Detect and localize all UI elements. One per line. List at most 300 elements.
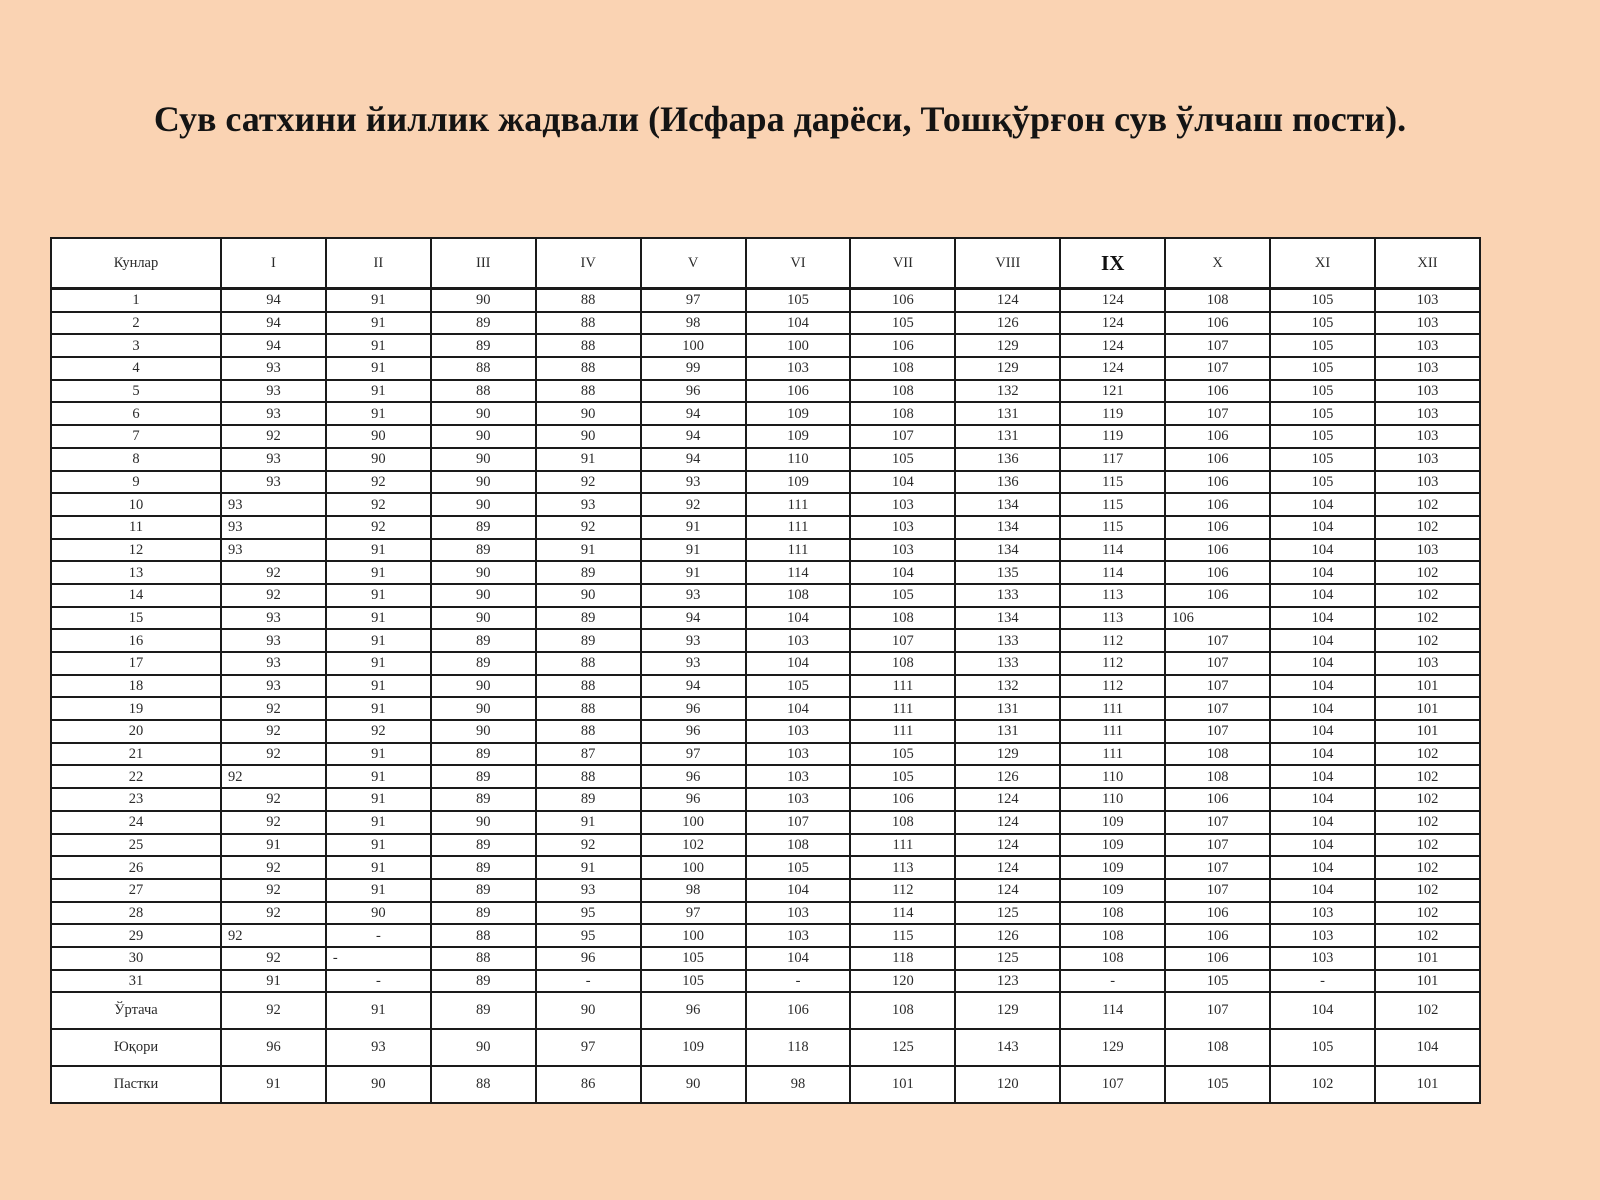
value-cell-apr: 93	[536, 879, 641, 902]
header-row	[51, 238, 1480, 289]
value-cell-nov: 105	[1270, 289, 1375, 312]
value-cell-may: 93	[641, 652, 746, 675]
value-cell-aug: 124	[955, 289, 1060, 312]
day-cell: 30	[51, 947, 221, 970]
value-cell-aug: 133	[955, 652, 1060, 675]
value-cell-nov: 104	[1270, 788, 1375, 811]
value-cell-apr: 91	[536, 539, 641, 562]
value-cell-nov: 104	[1270, 743, 1375, 766]
value-cell-sep: 115	[1060, 471, 1165, 494]
value-cell-jun: 103	[746, 720, 851, 743]
value-cell-may: 100	[641, 924, 746, 947]
summary-value-jan: 96	[221, 1029, 326, 1066]
summary-value-dec: 101	[1375, 1066, 1480, 1103]
value-cell-jan: 92	[221, 924, 326, 947]
value-cell-apr: 93	[536, 493, 641, 516]
value-cell-may: 100	[641, 856, 746, 879]
value-cell-mar: 89	[431, 970, 536, 993]
value-cell-oct: 107	[1165, 720, 1270, 743]
value-cell-may: 94	[641, 448, 746, 471]
value-cell-aug: 126	[955, 312, 1060, 335]
value-cell-oct: 107	[1165, 652, 1270, 675]
value-cell-sep: 110	[1060, 765, 1165, 788]
value-cell-oct: 106	[1165, 493, 1270, 516]
value-cell-nov: 105	[1270, 312, 1375, 335]
table-row	[51, 879, 1480, 902]
value-cell-nov: 105	[1270, 425, 1375, 448]
value-cell-mar: 89	[431, 856, 536, 879]
value-cell-jun: 111	[746, 493, 851, 516]
value-cell-jan: 92	[221, 788, 326, 811]
value-cell-mar: 89	[431, 743, 536, 766]
value-cell-dec: 103	[1375, 425, 1480, 448]
value-cell-aug: 124	[955, 834, 1060, 857]
value-cell-sep: 109	[1060, 856, 1165, 879]
value-cell-may: 99	[641, 357, 746, 380]
value-cell-may: 94	[641, 402, 746, 425]
value-cell-feb: 91	[326, 607, 431, 630]
value-cell-mar: 88	[431, 380, 536, 403]
value-cell-jan: 94	[221, 289, 326, 312]
day-cell: 10	[51, 493, 221, 516]
value-cell-jul: 111	[850, 697, 955, 720]
value-cell-jul: 104	[850, 471, 955, 494]
value-cell-jan: 94	[221, 334, 326, 357]
value-cell-jan: 94	[221, 312, 326, 335]
value-cell-sep: -	[1060, 970, 1165, 993]
value-cell-feb: 91	[326, 834, 431, 857]
day-cell: 8	[51, 448, 221, 471]
summary-value-oct: 105	[1165, 1066, 1270, 1103]
value-cell-apr: 88	[536, 380, 641, 403]
table-row	[51, 629, 1480, 652]
value-cell-jan: 93	[221, 516, 326, 539]
value-cell-nov: 104	[1270, 765, 1375, 788]
value-cell-apr: 88	[536, 652, 641, 675]
value-cell-oct: 107	[1165, 629, 1270, 652]
value-cell-jul: 108	[850, 380, 955, 403]
value-cell-jul: 108	[850, 607, 955, 630]
value-cell-oct: 106	[1165, 380, 1270, 403]
value-cell-nov: 104	[1270, 811, 1375, 834]
value-cell-apr: 92	[536, 516, 641, 539]
value-cell-nov: 105	[1270, 380, 1375, 403]
value-cell-feb: 90	[326, 448, 431, 471]
value-cell-mar: 89	[431, 334, 536, 357]
table-row	[51, 924, 1480, 947]
value-cell-nov: 105	[1270, 448, 1375, 471]
value-cell-may: 100	[641, 811, 746, 834]
value-cell-nov: 104	[1270, 652, 1375, 675]
value-cell-sep: 112	[1060, 629, 1165, 652]
value-cell-sep: 124	[1060, 289, 1165, 312]
value-cell-mar: 90	[431, 584, 536, 607]
summary-value-aug: 120	[955, 1066, 1060, 1103]
maximum-row	[51, 1029, 1480, 1066]
value-cell-sep: 108	[1060, 902, 1165, 925]
value-cell-aug: 134	[955, 516, 1060, 539]
header-month-5: V	[641, 238, 746, 289]
value-cell-jan: 92	[221, 743, 326, 766]
day-cell: 21	[51, 743, 221, 766]
value-cell-may: 93	[641, 584, 746, 607]
value-cell-may: 105	[641, 947, 746, 970]
value-cell-oct: 106	[1165, 448, 1270, 471]
day-cell: 1	[51, 289, 221, 312]
value-cell-nov: 103	[1270, 902, 1375, 925]
value-cell-dec: 103	[1375, 652, 1480, 675]
value-cell-jun: 103	[746, 357, 851, 380]
value-cell-jun: 103	[746, 743, 851, 766]
value-cell-oct: 107	[1165, 357, 1270, 380]
value-cell-sep: 117	[1060, 448, 1165, 471]
value-cell-feb: -	[326, 947, 431, 970]
table-row	[51, 947, 1480, 970]
day-cell: 29	[51, 924, 221, 947]
summary-value-jul: 108	[850, 992, 955, 1029]
value-cell-may: 94	[641, 607, 746, 630]
value-cell-nov: 104	[1270, 493, 1375, 516]
value-cell-sep: 109	[1060, 834, 1165, 857]
value-cell-may: 100	[641, 334, 746, 357]
table-row	[51, 743, 1480, 766]
day-cell: 9	[51, 471, 221, 494]
value-cell-feb: 91	[326, 697, 431, 720]
value-cell-jul: 108	[850, 402, 955, 425]
value-cell-nov: 104	[1270, 539, 1375, 562]
value-cell-oct: 105	[1165, 970, 1270, 993]
value-cell-apr: -	[536, 970, 641, 993]
value-cell-aug: 133	[955, 584, 1060, 607]
value-cell-aug: 129	[955, 357, 1060, 380]
value-cell-aug: 131	[955, 425, 1060, 448]
value-cell-feb: 91	[326, 380, 431, 403]
value-cell-may: 96	[641, 697, 746, 720]
value-cell-nov: 104	[1270, 607, 1375, 630]
value-cell-jun: 111	[746, 516, 851, 539]
value-cell-mar: 90	[431, 561, 536, 584]
table-row	[51, 334, 1480, 357]
value-cell-may: 97	[641, 902, 746, 925]
summary-value-mar: 89	[431, 992, 536, 1029]
summary-value-may: 90	[641, 1066, 746, 1103]
value-cell-jul: 112	[850, 879, 955, 902]
value-cell-jun: 103	[746, 902, 851, 925]
summary-label: Юқори	[51, 1029, 221, 1066]
header-month-4: IV	[536, 238, 641, 289]
table-row	[51, 834, 1480, 857]
value-cell-nov: 105	[1270, 471, 1375, 494]
value-cell-jan: 93	[221, 539, 326, 562]
value-cell-mar: 90	[431, 607, 536, 630]
value-cell-jul: 104	[850, 561, 955, 584]
average-row	[51, 992, 1480, 1029]
value-cell-may: 91	[641, 539, 746, 562]
value-cell-oct: 108	[1165, 289, 1270, 312]
day-cell: 5	[51, 380, 221, 403]
table-row	[51, 312, 1480, 335]
value-cell-aug: 129	[955, 743, 1060, 766]
value-cell-jul: 111	[850, 720, 955, 743]
value-cell-jul: 105	[850, 743, 955, 766]
value-cell-may: 98	[641, 312, 746, 335]
value-cell-aug: 132	[955, 675, 1060, 698]
summary-value-jun: 118	[746, 1029, 851, 1066]
value-cell-sep: 114	[1060, 561, 1165, 584]
value-cell-dec: 102	[1375, 879, 1480, 902]
value-cell-jun: 111	[746, 539, 851, 562]
value-cell-jan: 93	[221, 471, 326, 494]
value-cell-mar: 89	[431, 539, 536, 562]
value-cell-aug: 126	[955, 765, 1060, 788]
summary-value-feb: 90	[326, 1066, 431, 1103]
table-row	[51, 357, 1480, 380]
table-row	[51, 516, 1480, 539]
value-cell-sep: 111	[1060, 720, 1165, 743]
value-cell-sep: 115	[1060, 493, 1165, 516]
value-cell-jan: 92	[221, 879, 326, 902]
value-cell-may: 94	[641, 675, 746, 698]
value-cell-dec: 101	[1375, 697, 1480, 720]
value-cell-apr: 95	[536, 924, 641, 947]
value-cell-jan: 92	[221, 947, 326, 970]
value-cell-jul: 111	[850, 834, 955, 857]
value-cell-dec: 102	[1375, 743, 1480, 766]
value-cell-mar: 89	[431, 312, 536, 335]
value-cell-jun: 109	[746, 402, 851, 425]
value-cell-jul: 108	[850, 811, 955, 834]
value-cell-may: 96	[641, 788, 746, 811]
day-cell: 28	[51, 902, 221, 925]
water-level-table	[50, 237, 1481, 1104]
value-cell-oct: 107	[1165, 856, 1270, 879]
value-cell-jul: 115	[850, 924, 955, 947]
header-days: Кунлар	[51, 238, 221, 289]
value-cell-nov: 104	[1270, 629, 1375, 652]
value-cell-may: 93	[641, 629, 746, 652]
summary-value-jan: 91	[221, 1066, 326, 1103]
value-cell-feb: 91	[326, 765, 431, 788]
value-cell-jan: 92	[221, 584, 326, 607]
table-row	[51, 856, 1480, 879]
value-cell-feb: -	[326, 924, 431, 947]
header-month-1: I	[221, 238, 326, 289]
value-cell-jul: 105	[850, 312, 955, 335]
value-cell-apr: 88	[536, 765, 641, 788]
value-cell-oct: 106	[1165, 584, 1270, 607]
summary-value-aug: 143	[955, 1029, 1060, 1066]
day-cell: 15	[51, 607, 221, 630]
value-cell-jun: 106	[746, 380, 851, 403]
value-cell-oct: 107	[1165, 811, 1270, 834]
header-month-6: VI	[746, 238, 851, 289]
summary-value-jul: 125	[850, 1029, 955, 1066]
header-month-8: VIII	[955, 238, 1060, 289]
value-cell-jan: 92	[221, 902, 326, 925]
value-cell-apr: 88	[536, 357, 641, 380]
minimum-row	[51, 1066, 1480, 1103]
header-month-9: IX	[1060, 238, 1165, 289]
value-cell-jul: 118	[850, 947, 955, 970]
value-cell-mar: 90	[431, 720, 536, 743]
value-cell-dec: 102	[1375, 902, 1480, 925]
table-row	[51, 765, 1480, 788]
value-cell-nov: 105	[1270, 402, 1375, 425]
value-cell-jun: 108	[746, 584, 851, 607]
header-month-11: XI	[1270, 238, 1375, 289]
value-cell-dec: 103	[1375, 334, 1480, 357]
value-cell-nov: 105	[1270, 334, 1375, 357]
value-cell-jan: 92	[221, 561, 326, 584]
value-cell-jan: 93	[221, 448, 326, 471]
day-cell: 19	[51, 697, 221, 720]
summary-value-mar: 90	[431, 1029, 536, 1066]
value-cell-aug: 136	[955, 471, 1060, 494]
value-cell-apr: 92	[536, 471, 641, 494]
value-cell-aug: 134	[955, 539, 1060, 562]
value-cell-jun: 105	[746, 856, 851, 879]
value-cell-jan: 93	[221, 652, 326, 675]
summary-value-sep: 114	[1060, 992, 1165, 1029]
value-cell-mar: 89	[431, 834, 536, 857]
value-cell-apr: 90	[536, 425, 641, 448]
value-cell-dec: 102	[1375, 516, 1480, 539]
table-row	[51, 675, 1480, 698]
value-cell-jul: 108	[850, 652, 955, 675]
value-cell-dec: 102	[1375, 584, 1480, 607]
value-cell-jun: 105	[746, 289, 851, 312]
value-cell-nov: 103	[1270, 947, 1375, 970]
value-cell-nov: 105	[1270, 357, 1375, 380]
value-cell-nov: 104	[1270, 697, 1375, 720]
value-cell-feb: 91	[326, 879, 431, 902]
value-cell-sep: 124	[1060, 357, 1165, 380]
table-row	[51, 697, 1480, 720]
value-cell-feb: 91	[326, 289, 431, 312]
summary-value-may: 96	[641, 992, 746, 1029]
day-cell: 22	[51, 765, 221, 788]
day-cell: 18	[51, 675, 221, 698]
value-cell-dec: 101	[1375, 675, 1480, 698]
value-cell-oct: 107	[1165, 879, 1270, 902]
value-cell-sep: 108	[1060, 947, 1165, 970]
value-cell-feb: 91	[326, 312, 431, 335]
value-cell-jan: 93	[221, 493, 326, 516]
value-cell-aug: 134	[955, 607, 1060, 630]
value-cell-apr: 95	[536, 902, 641, 925]
value-cell-feb: 91	[326, 675, 431, 698]
summary-value-may: 109	[641, 1029, 746, 1066]
table-row	[51, 561, 1480, 584]
value-cell-aug: 123	[955, 970, 1060, 993]
value-cell-jul: 111	[850, 675, 955, 698]
header-month-2: II	[326, 238, 431, 289]
value-cell-jun: 103	[746, 788, 851, 811]
value-cell-nov: 104	[1270, 584, 1375, 607]
summary-value-sep: 129	[1060, 1029, 1165, 1066]
value-cell-oct: 106	[1165, 539, 1270, 562]
value-cell-may: 105	[641, 970, 746, 993]
value-cell-feb: 91	[326, 652, 431, 675]
value-cell-mar: 90	[431, 493, 536, 516]
value-cell-mar: 89	[431, 902, 536, 925]
value-cell-mar: 88	[431, 947, 536, 970]
value-cell-jun: 110	[746, 448, 851, 471]
header-month-3: III	[431, 238, 536, 289]
value-cell-may: 96	[641, 720, 746, 743]
table-row	[51, 902, 1480, 925]
value-cell-dec: 103	[1375, 357, 1480, 380]
table-row	[51, 539, 1480, 562]
value-cell-feb: 91	[326, 334, 431, 357]
value-cell-jul: 106	[850, 289, 955, 312]
value-cell-jun: 104	[746, 879, 851, 902]
value-cell-nov: 104	[1270, 856, 1375, 879]
value-cell-mar: 89	[431, 788, 536, 811]
summary-label: Пастки	[51, 1066, 221, 1103]
value-cell-jul: 108	[850, 357, 955, 380]
value-cell-aug: 126	[955, 924, 1060, 947]
value-cell-mar: 90	[431, 402, 536, 425]
day-cell: 14	[51, 584, 221, 607]
summary-value-oct: 108	[1165, 1029, 1270, 1066]
value-cell-jan: 93	[221, 380, 326, 403]
value-cell-dec: 103	[1375, 380, 1480, 403]
value-cell-may: 96	[641, 765, 746, 788]
summary-value-sep: 107	[1060, 1066, 1165, 1103]
value-cell-jan: 93	[221, 402, 326, 425]
value-cell-jun: 103	[746, 765, 851, 788]
value-cell-jun: 104	[746, 312, 851, 335]
value-cell-jun: 104	[746, 947, 851, 970]
value-cell-oct: 106	[1165, 425, 1270, 448]
value-cell-jun: 109	[746, 471, 851, 494]
value-cell-jul: 120	[850, 970, 955, 993]
value-cell-oct: 106	[1165, 516, 1270, 539]
value-cell-mar: 90	[431, 811, 536, 834]
value-cell-may: 98	[641, 879, 746, 902]
day-cell: 3	[51, 334, 221, 357]
value-cell-aug: 131	[955, 402, 1060, 425]
table-row	[51, 493, 1480, 516]
page-title: Сув сатхини йиллик жадвали (Исфара дарёси, Тошқўрғон сув ўлчаш пости).	[153, 99, 1407, 139]
value-cell-sep: 124	[1060, 334, 1165, 357]
value-cell-oct: 107	[1165, 697, 1270, 720]
summary-label: Ўртача	[51, 992, 221, 1029]
value-cell-sep: 115	[1060, 516, 1165, 539]
value-cell-oct: 108	[1165, 765, 1270, 788]
value-cell-jan: 93	[221, 629, 326, 652]
value-cell-dec: 102	[1375, 834, 1480, 857]
value-cell-dec: 101	[1375, 970, 1480, 993]
value-cell-apr: 96	[536, 947, 641, 970]
value-cell-mar: 89	[431, 629, 536, 652]
table-row	[51, 811, 1480, 834]
value-cell-oct: 106	[1165, 924, 1270, 947]
value-cell-dec: 103	[1375, 312, 1480, 335]
value-cell-may: 96	[641, 380, 746, 403]
value-cell-jun: 107	[746, 811, 851, 834]
value-cell-nov: -	[1270, 970, 1375, 993]
value-cell-jan: 92	[221, 697, 326, 720]
value-cell-may: 92	[641, 493, 746, 516]
value-cell-feb: 91	[326, 561, 431, 584]
value-cell-jul: 105	[850, 765, 955, 788]
value-cell-feb: -	[326, 970, 431, 993]
value-cell-may: 102	[641, 834, 746, 857]
day-cell: 11	[51, 516, 221, 539]
day-cell: 23	[51, 788, 221, 811]
